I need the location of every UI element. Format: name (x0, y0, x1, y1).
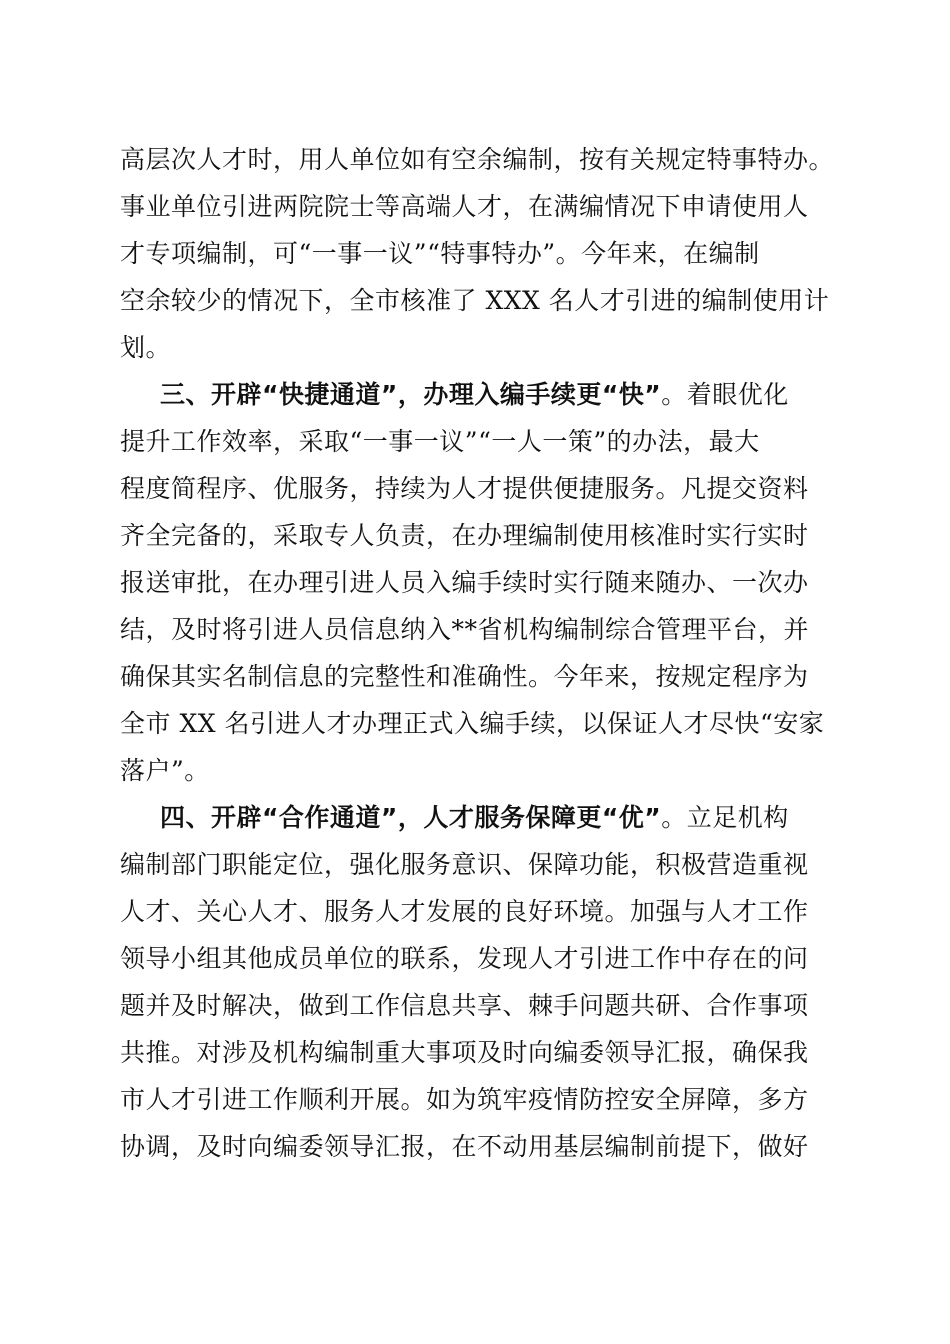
text-line: 报送审批，在办理引进人员入编手续时实行随来随办、一次办 (120, 568, 809, 597)
text-line: 题并及时解决，做到工作信息共享、棘手问题共研、合作事项 (120, 991, 809, 1020)
section-heading: 三、开辟“快捷通道”，办理入编手续更“快” (160, 380, 662, 409)
text-line: 确保其实名制信息的完整性和准确性。今年来，按规定程序为 (120, 662, 809, 691)
heading-line-rest: 。立足机构 (661, 803, 789, 832)
text-line: 共推。对涉及机构编制重大事项及时向编委领导汇报，确保我 (120, 1038, 809, 1067)
text-line: 提升工作效率，采取“一事一议”“一人一策”的办法，最大 (120, 427, 760, 456)
section-heading-line (160, 375, 840, 415)
text-line: 程度简程序、优服务，持续为人才提供便捷服务。凡提交资料 (120, 474, 809, 503)
text-line: 空余较少的情况下，全市核准了 XXX 名人才引进的编制使用计 (120, 286, 830, 315)
text-line: 结，及时将引进人员信息纳入**省机构编制综合管理平台，并 (120, 615, 810, 644)
section-heading-line (160, 798, 840, 838)
section-heading: 四、开辟“合作通道”，人才服务保障更“优” (160, 803, 662, 832)
text-line: 编制部门职能定位，强化服务意识、保障功能，积极营造重视 (120, 850, 809, 879)
heading-line-rest: 。着眼优化 (661, 380, 789, 409)
text-line: 人才、关心人才、服务人才发展的良好环境。加强与人才工作 (120, 897, 809, 926)
text-line: 市人才引进工作顺利开展。如为筑牢疫情防控安全屏障，多方 (120, 1085, 809, 1114)
text-line: 齐全完备的，采取专人负责，在办理编制使用核准时实行实时 (120, 521, 809, 550)
text-line: 协调，及时向编委领导汇报，在不动用基层编制前提下，做好 (120, 1132, 809, 1161)
text-line: 落户”。 (120, 756, 210, 785)
text-line: 划。 (120, 333, 172, 362)
text-line: 才专项编制，可“一事一议”“特事特办”。今年来，在编制 (120, 239, 760, 268)
text-line: 领导小组其他成员单位的联系，发现人才引进工作中存在的问 (120, 944, 809, 973)
text-line: 高层次人才时，用人单位如有空余编制，按有关规定特事特办。 (120, 145, 835, 174)
text-line: 全市 XX 名引进人才办理正式入编手续，以保证人才尽快“安家 (120, 709, 825, 738)
text-line: 事业单位引进两院院士等高端人才，在满编情况下申请使用人 (120, 192, 809, 221)
